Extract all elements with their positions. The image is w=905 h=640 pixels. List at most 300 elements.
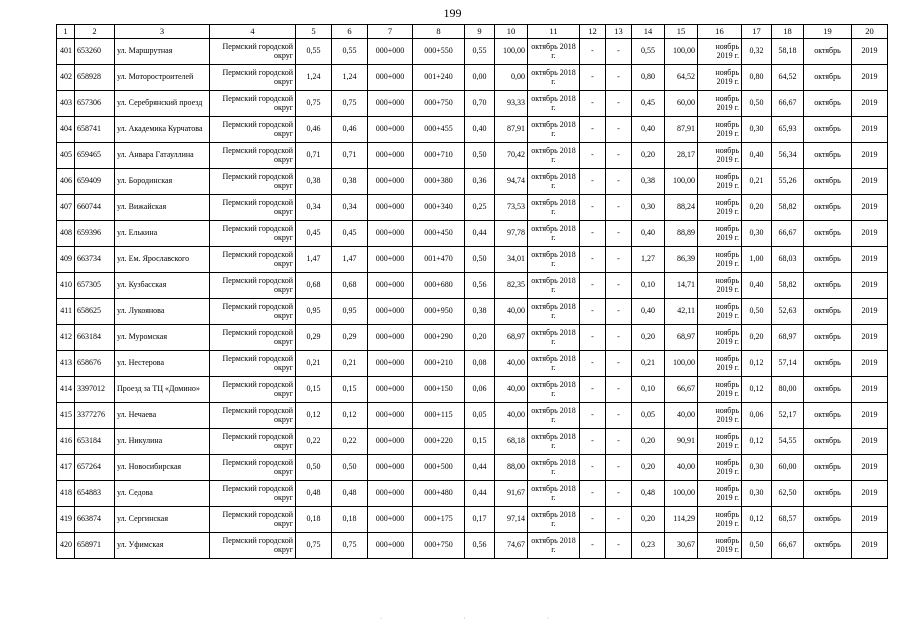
road-name-cell: ул. Маршрутная xyxy=(115,39,210,65)
normative-length-cell: 0,55 xyxy=(465,39,495,65)
table-row xyxy=(57,117,888,143)
normative-length-cell: 0,56 xyxy=(465,273,495,299)
end-point-cell: 000+950 xyxy=(413,299,465,325)
repair-length-cell: 0,30 xyxy=(632,195,665,221)
table-row xyxy=(57,39,888,65)
repair-date-cell: ноябрь 2019 г. xyxy=(698,221,742,247)
length-total-cell: 0,75 xyxy=(296,91,332,117)
length-km-cell: 0,71 xyxy=(332,143,368,169)
end-point-cell: 000+210 xyxy=(413,351,465,377)
normative-percent-cell: 97,78 xyxy=(495,221,528,247)
col-13-cell: - xyxy=(606,429,632,455)
row-number-cell: 416 xyxy=(57,429,75,455)
plan-month-cell: октябрь xyxy=(804,39,852,65)
repair-percent-cell: 100,00 xyxy=(665,481,698,507)
plan-length-cell: 0,32 xyxy=(742,39,772,65)
row-number-cell: 409 xyxy=(57,247,75,273)
start-point-cell: 000+000 xyxy=(368,143,413,169)
repair-date-cell: ноябрь 2019 г. xyxy=(698,299,742,325)
repair-percent-cell: 40,00 xyxy=(665,455,698,481)
plan-year-cell: 2019 xyxy=(852,377,888,403)
start-point-cell: 000+000 xyxy=(368,429,413,455)
plan-length-cell: 0,12 xyxy=(742,429,772,455)
col-13-cell: - xyxy=(606,455,632,481)
row-number-cell: 420 xyxy=(57,533,75,559)
column-header-2: 2 xyxy=(75,25,115,39)
plan-length-cell: 0,50 xyxy=(742,91,772,117)
municipality-cell: Пермский городской округ xyxy=(210,481,296,507)
plan-percent-cell: 57,14 xyxy=(772,351,804,377)
repair-date-cell: ноябрь 2019 г. xyxy=(698,325,742,351)
road-name-cell: ул. Никулина xyxy=(115,429,210,455)
table-row xyxy=(57,455,888,481)
road-id-cell: 660744 xyxy=(75,195,115,221)
col-13-cell: - xyxy=(606,39,632,65)
page-number: 199 xyxy=(443,6,462,20)
normative-length-cell: 0,50 xyxy=(465,247,495,273)
table-row xyxy=(57,351,888,377)
plan-month-cell: октябрь xyxy=(804,429,852,455)
repair-length-cell: 1,27 xyxy=(632,247,665,273)
repair-date-cell: ноябрь 2019 г. xyxy=(698,39,742,65)
plan-year-cell: 2019 xyxy=(852,273,888,299)
repair-date-cell: ноябрь 2019 г. xyxy=(698,195,742,221)
row-number-cell: 415 xyxy=(57,403,75,429)
col-13-cell: - xyxy=(606,481,632,507)
plan-month-cell: октябрь xyxy=(804,169,852,195)
road-name-cell: ул. Новосибирская xyxy=(115,455,210,481)
plan-month-cell: октябрь xyxy=(804,377,852,403)
repair-length-cell: 0,20 xyxy=(632,455,665,481)
repair-percent-cell: 100,00 xyxy=(665,351,698,377)
plan-percent-cell: 58,82 xyxy=(772,195,804,221)
col-13-cell: - xyxy=(606,221,632,247)
road-id-cell: 663734 xyxy=(75,247,115,273)
inspection-date-cell: октябрь 2018 г. xyxy=(528,533,580,559)
end-point-cell: 000+175 xyxy=(413,507,465,533)
repair-length-cell: 0,48 xyxy=(632,481,665,507)
column-header-12: 12 xyxy=(580,25,606,39)
plan-percent-cell: 52,63 xyxy=(772,299,804,325)
plan-month-cell: октябрь xyxy=(804,403,852,429)
inspection-date-cell: октябрь 2018 г. xyxy=(528,65,580,91)
plan-year-cell: 2019 xyxy=(852,39,888,65)
col-12-cell: - xyxy=(580,455,606,481)
normative-length-cell: 0,06 xyxy=(465,377,495,403)
normative-length-cell: 0,38 xyxy=(465,299,495,325)
normative-percent-cell: 0,00 xyxy=(495,65,528,91)
road-name-cell: ул. Серебрянский проезд xyxy=(115,91,210,117)
length-km-cell: 0,95 xyxy=(332,299,368,325)
table-row xyxy=(57,273,888,299)
length-km-cell: 1,24 xyxy=(332,65,368,91)
column-header-13: 13 xyxy=(606,25,632,39)
row-number-cell: 405 xyxy=(57,143,75,169)
end-point-cell: 000+750 xyxy=(413,533,465,559)
road-name-cell: ул. Нечаева xyxy=(115,403,210,429)
plan-year-cell: 2019 xyxy=(852,299,888,325)
repair-date-cell: ноябрь 2019 г. xyxy=(698,455,742,481)
plan-length-cell: 0,12 xyxy=(742,377,772,403)
road-id-cell: 659396 xyxy=(75,221,115,247)
plan-percent-cell: 64,52 xyxy=(772,65,804,91)
municipality-cell: Пермский городской округ xyxy=(210,143,296,169)
inspection-date-cell: октябрь 2018 г. xyxy=(528,273,580,299)
plan-percent-cell: 66,67 xyxy=(772,533,804,559)
repair-percent-cell: 100,00 xyxy=(665,39,698,65)
normative-percent-cell: 40,00 xyxy=(495,403,528,429)
column-header-7: 7 xyxy=(368,25,413,39)
road-id-cell: 657305 xyxy=(75,273,115,299)
normative-percent-cell: 34,01 xyxy=(495,247,528,273)
end-point-cell: 000+450 xyxy=(413,221,465,247)
row-number-cell: 408 xyxy=(57,221,75,247)
plan-length-cell: 0,50 xyxy=(742,299,772,325)
road-id-cell: 659409 xyxy=(75,169,115,195)
length-total-cell: 0,34 xyxy=(296,195,332,221)
repair-percent-cell: 86,39 xyxy=(665,247,698,273)
inspection-date-cell: октябрь 2018 г. xyxy=(528,195,580,221)
end-point-cell: 000+550 xyxy=(413,39,465,65)
repair-length-cell: 0,38 xyxy=(632,169,665,195)
plan-length-cell: 0,80 xyxy=(742,65,772,91)
length-km-cell: 0,50 xyxy=(332,455,368,481)
length-total-cell: 0,29 xyxy=(296,325,332,351)
normative-percent-cell: 74,67 xyxy=(495,533,528,559)
inspection-date-cell: октябрь 2018 г. xyxy=(528,39,580,65)
length-total-cell: 0,71 xyxy=(296,143,332,169)
repair-length-cell: 0,40 xyxy=(632,117,665,143)
length-km-cell: 0,15 xyxy=(332,377,368,403)
repair-date-cell: ноябрь 2019 г. xyxy=(698,273,742,299)
repair-date-cell: ноябрь 2019 г. xyxy=(698,533,742,559)
repair-percent-cell: 66,67 xyxy=(665,377,698,403)
road-id-cell: 658741 xyxy=(75,117,115,143)
road-id-cell: 3397012 xyxy=(75,377,115,403)
inspection-date-cell: октябрь 2018 г. xyxy=(528,247,580,273)
inspection-date-cell: октябрь 2018 г. xyxy=(528,481,580,507)
length-km-cell: 0,75 xyxy=(332,533,368,559)
road-name-cell: ул. Вижайская xyxy=(115,195,210,221)
normative-percent-cell: 87,91 xyxy=(495,117,528,143)
plan-percent-cell: 54,55 xyxy=(772,429,804,455)
plan-month-cell: октябрь xyxy=(804,143,852,169)
repair-percent-cell: 40,00 xyxy=(665,403,698,429)
column-header-10: 10 xyxy=(495,25,528,39)
municipality-cell: Пермский городской округ xyxy=(210,117,296,143)
repair-percent-cell: 64,52 xyxy=(665,65,698,91)
length-total-cell: 0,95 xyxy=(296,299,332,325)
plan-year-cell: 2019 xyxy=(852,195,888,221)
plan-year-cell: 2019 xyxy=(852,403,888,429)
repair-length-cell: 0,45 xyxy=(632,91,665,117)
length-km-cell: 1,47 xyxy=(332,247,368,273)
plan-month-cell: октябрь xyxy=(804,91,852,117)
normative-percent-cell: 91,67 xyxy=(495,481,528,507)
normative-length-cell: 0,70 xyxy=(465,91,495,117)
start-point-cell: 000+000 xyxy=(368,39,413,65)
road-name-cell: ул. Нестерова xyxy=(115,351,210,377)
plan-percent-cell: 66,67 xyxy=(772,91,804,117)
normative-percent-cell: 73,53 xyxy=(495,195,528,221)
plan-length-cell: 0,30 xyxy=(742,455,772,481)
row-number-cell: 411 xyxy=(57,299,75,325)
repair-date-cell: ноябрь 2019 г. xyxy=(698,377,742,403)
plan-length-cell: 0,50 xyxy=(742,533,772,559)
inspection-date-cell: октябрь 2018 г. xyxy=(528,377,580,403)
plan-month-cell: октябрь xyxy=(804,507,852,533)
col-12-cell: - xyxy=(580,117,606,143)
length-km-cell: 0,18 xyxy=(332,507,368,533)
start-point-cell: 000+000 xyxy=(368,325,413,351)
col-12-cell: - xyxy=(580,429,606,455)
plan-year-cell: 2019 xyxy=(852,221,888,247)
repair-date-cell: ноябрь 2019 г. xyxy=(698,91,742,117)
plan-length-cell: 0,30 xyxy=(742,481,772,507)
plan-year-cell: 2019 xyxy=(852,169,888,195)
municipality-cell: Пермский городской округ xyxy=(210,325,296,351)
table-row xyxy=(57,481,888,507)
start-point-cell: 000+000 xyxy=(368,221,413,247)
municipality-cell: Пермский городской округ xyxy=(210,91,296,117)
normative-length-cell: 0,17 xyxy=(465,507,495,533)
column-header-9: 9 xyxy=(465,25,495,39)
row-number-cell: 417 xyxy=(57,455,75,481)
end-point-cell: 000+115 xyxy=(413,403,465,429)
plan-month-cell: октябрь xyxy=(804,351,852,377)
plan-length-cell: 0,06 xyxy=(742,403,772,429)
table-row xyxy=(57,195,888,221)
table-row xyxy=(57,91,888,117)
length-total-cell: 0,21 xyxy=(296,351,332,377)
length-km-cell: 0,34 xyxy=(332,195,368,221)
plan-month-cell: октябрь xyxy=(804,299,852,325)
table-row xyxy=(57,65,888,91)
column-header-5: 5 xyxy=(296,25,332,39)
row-number-cell: 414 xyxy=(57,377,75,403)
road-name-cell: ул. Уфимская xyxy=(115,533,210,559)
road-name-cell: ул. Седова xyxy=(115,481,210,507)
end-point-cell: 001+470 xyxy=(413,247,465,273)
repair-percent-cell: 42,11 xyxy=(665,299,698,325)
inspection-date-cell: октябрь 2018 г. xyxy=(528,143,580,169)
table-row xyxy=(57,377,888,403)
column-header-20: 20 xyxy=(852,25,888,39)
start-point-cell: 000+000 xyxy=(368,247,413,273)
plan-year-cell: 2019 xyxy=(852,351,888,377)
road-id-cell: 663184 xyxy=(75,325,115,351)
start-point-cell: 000+000 xyxy=(368,169,413,195)
road-name-cell: ул. Ем. Ярославского xyxy=(115,247,210,273)
plan-percent-cell: 62,50 xyxy=(772,481,804,507)
normative-length-cell: 0,50 xyxy=(465,143,495,169)
repair-percent-cell: 88,24 xyxy=(665,195,698,221)
road-name-cell: ул. Академика Курчатова xyxy=(115,117,210,143)
road-name-cell: ул. Муромская xyxy=(115,325,210,351)
length-total-cell: 0,48 xyxy=(296,481,332,507)
col-13-cell: - xyxy=(606,299,632,325)
length-total-cell: 0,12 xyxy=(296,403,332,429)
table-row xyxy=(57,143,888,169)
normative-percent-cell: 40,00 xyxy=(495,377,528,403)
length-km-cell: 0,75 xyxy=(332,91,368,117)
length-km-cell: 0,48 xyxy=(332,481,368,507)
plan-length-cell: 0,20 xyxy=(742,325,772,351)
col-12-cell: - xyxy=(580,169,606,195)
row-number-cell: 410 xyxy=(57,273,75,299)
plan-percent-cell: 68,97 xyxy=(772,325,804,351)
municipality-cell: Пермский городской округ xyxy=(210,273,296,299)
table-row xyxy=(57,403,888,429)
column-header-17: 17 xyxy=(742,25,772,39)
end-point-cell: 000+710 xyxy=(413,143,465,169)
col-13-cell: - xyxy=(606,143,632,169)
column-header-15: 15 xyxy=(665,25,698,39)
plan-percent-cell: 60,00 xyxy=(772,455,804,481)
start-point-cell: 000+000 xyxy=(368,533,413,559)
repair-date-cell: ноябрь 2019 г. xyxy=(698,247,742,273)
row-number-cell: 412 xyxy=(57,325,75,351)
normative-percent-cell: 68,18 xyxy=(495,429,528,455)
plan-length-cell: 0,20 xyxy=(742,195,772,221)
repair-percent-cell: 28,17 xyxy=(665,143,698,169)
repair-percent-cell: 68,97 xyxy=(665,325,698,351)
normative-percent-cell: 40,00 xyxy=(495,351,528,377)
length-km-cell: 0,12 xyxy=(332,403,368,429)
plan-month-cell: октябрь xyxy=(804,117,852,143)
col-13-cell: - xyxy=(606,65,632,91)
length-km-cell: 0,68 xyxy=(332,273,368,299)
start-point-cell: 000+000 xyxy=(368,377,413,403)
plan-year-cell: 2019 xyxy=(852,325,888,351)
end-point-cell: 000+750 xyxy=(413,91,465,117)
plan-percent-cell: 58,18 xyxy=(772,39,804,65)
plan-month-cell: октябрь xyxy=(804,221,852,247)
row-number-cell: 406 xyxy=(57,169,75,195)
table-row xyxy=(57,533,888,559)
repair-date-cell: ноябрь 2019 г. xyxy=(698,169,742,195)
repair-length-cell: 0,20 xyxy=(632,507,665,533)
row-number-cell: 407 xyxy=(57,195,75,221)
plan-length-cell: 0,30 xyxy=(742,117,772,143)
plan-percent-cell: 68,57 xyxy=(772,507,804,533)
plan-year-cell: 2019 xyxy=(852,455,888,481)
repair-length-cell: 0,05 xyxy=(632,403,665,429)
end-point-cell: 000+220 xyxy=(413,429,465,455)
repair-percent-cell: 100,00 xyxy=(665,169,698,195)
col-12-cell: - xyxy=(580,377,606,403)
municipality-cell: Пермский городской округ xyxy=(210,247,296,273)
repair-date-cell: ноябрь 2019 г. xyxy=(698,143,742,169)
repair-length-cell: 0,10 xyxy=(632,377,665,403)
plan-year-cell: 2019 xyxy=(852,429,888,455)
road-name-cell: ул. Елькина xyxy=(115,221,210,247)
col-12-cell: - xyxy=(580,65,606,91)
plan-year-cell: 2019 xyxy=(852,143,888,169)
start-point-cell: 000+000 xyxy=(368,403,413,429)
col-12-cell: - xyxy=(580,403,606,429)
repair-date-cell: ноябрь 2019 г. xyxy=(698,481,742,507)
length-km-cell: 0,21 xyxy=(332,351,368,377)
plan-percent-cell: 56,34 xyxy=(772,143,804,169)
row-number-cell: 401 xyxy=(57,39,75,65)
table-row xyxy=(57,429,888,455)
normative-percent-cell: 93,33 xyxy=(495,91,528,117)
road-name-cell: ул. Моторостроителей xyxy=(115,65,210,91)
repair-percent-cell: 114,29 xyxy=(665,507,698,533)
length-km-cell: 0,46 xyxy=(332,117,368,143)
repair-percent-cell: 60,00 xyxy=(665,91,698,117)
table-row xyxy=(57,325,888,351)
repair-percent-cell: 90,91 xyxy=(665,429,698,455)
length-total-cell: 0,18 xyxy=(296,507,332,533)
column-header-14: 14 xyxy=(632,25,665,39)
col-13-cell: - xyxy=(606,117,632,143)
plan-month-cell: октябрь xyxy=(804,195,852,221)
plan-length-cell: 0,12 xyxy=(742,351,772,377)
column-header-11: 11 xyxy=(528,25,580,39)
normative-length-cell: 0,36 xyxy=(465,169,495,195)
repair-percent-cell: 88,89 xyxy=(665,221,698,247)
col-12-cell: - xyxy=(580,273,606,299)
col-12-cell: - xyxy=(580,39,606,65)
plan-percent-cell: 68,03 xyxy=(772,247,804,273)
plan-percent-cell: 65,93 xyxy=(772,117,804,143)
normative-percent-cell: 82,35 xyxy=(495,273,528,299)
normative-length-cell: 0,44 xyxy=(465,221,495,247)
road-id-cell: 653260 xyxy=(75,39,115,65)
plan-month-cell: октябрь xyxy=(804,533,852,559)
repair-length-cell: 0,20 xyxy=(632,325,665,351)
length-total-cell: 0,38 xyxy=(296,169,332,195)
col-13-cell: - xyxy=(606,325,632,351)
municipality-cell: Пермский городской округ xyxy=(210,299,296,325)
road-id-cell: 658625 xyxy=(75,299,115,325)
normative-length-cell: 0,20 xyxy=(465,325,495,351)
plan-year-cell: 2019 xyxy=(852,533,888,559)
length-total-cell: 0,50 xyxy=(296,455,332,481)
col-13-cell: - xyxy=(606,377,632,403)
start-point-cell: 000+000 xyxy=(368,65,413,91)
col-13-cell: - xyxy=(606,195,632,221)
col-13-cell: - xyxy=(606,91,632,117)
inspection-date-cell: октябрь 2018 г. xyxy=(528,325,580,351)
plan-month-cell: октябрь xyxy=(804,65,852,91)
normative-percent-cell: 70,42 xyxy=(495,143,528,169)
plan-length-cell: 0,12 xyxy=(742,507,772,533)
road-name-cell: ул. Лукоянова xyxy=(115,299,210,325)
plan-percent-cell: 58,82 xyxy=(772,273,804,299)
repair-length-cell: 0,80 xyxy=(632,65,665,91)
table-row xyxy=(57,247,888,273)
length-total-cell: 1,47 xyxy=(296,247,332,273)
plan-year-cell: 2019 xyxy=(852,247,888,273)
normative-percent-cell: 94,74 xyxy=(495,169,528,195)
column-header-4: 4 xyxy=(210,25,296,39)
repair-date-cell: ноябрь 2019 г. xyxy=(698,351,742,377)
repair-percent-cell: 30,67 xyxy=(665,533,698,559)
start-point-cell: 000+000 xyxy=(368,91,413,117)
column-number-header-row xyxy=(57,25,888,39)
end-point-cell: 000+500 xyxy=(413,455,465,481)
col-12-cell: - xyxy=(580,247,606,273)
road-name-cell: ул. Анвара Гатауллина xyxy=(115,143,210,169)
road-id-cell: 654883 xyxy=(75,481,115,507)
repair-length-cell: 0,10 xyxy=(632,273,665,299)
end-point-cell: 000+150 xyxy=(413,377,465,403)
length-km-cell: 0,55 xyxy=(332,39,368,65)
repair-length-cell: 0,20 xyxy=(632,143,665,169)
